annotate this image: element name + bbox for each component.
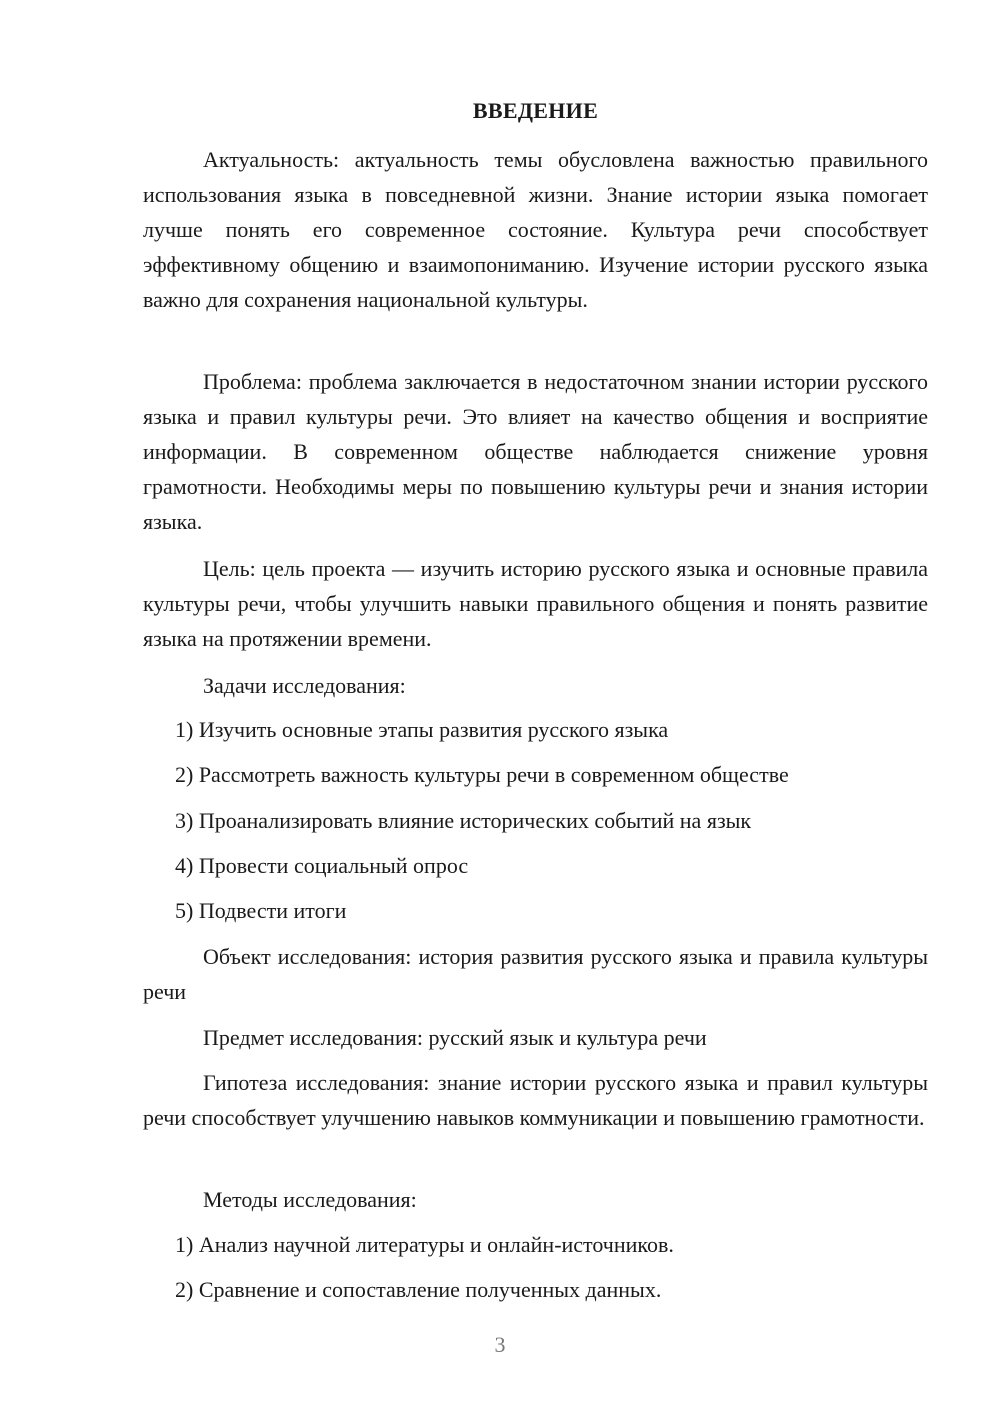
task-item: 4) Провести социальный опрос: [175, 853, 469, 878]
method-item: 2) Сравнение и сопоставление полученных данных.: [175, 1277, 662, 1302]
relevance-paragraph: Актуальность: актуальность темы обусловлена важностью правильного использования языка в повседневной жизни. Знание истории языка помогает лучше понять его современное состояние. Культура речи способствует эффективному общению и взаимопониманию. Изучение истории русского языка важно для сохранения национальной культуры.: [143, 147, 928, 312]
task-item: 1) Изучить основные этапы развития русского языка: [175, 717, 669, 742]
tasks-label: Задачи исследования:: [203, 673, 406, 698]
methods-label: Методы исследования:: [203, 1187, 417, 1212]
task-item: 2) Рассмотреть важность культуры речи в современном обществе: [175, 762, 789, 787]
task-item: 5) Подвести итоги: [175, 898, 347, 923]
section-heading: ВВЕДЕНИЕ: [472, 98, 599, 123]
task-item: 3) Проанализировать влияние исторических событий на язык: [175, 808, 752, 833]
subject-paragraph: Предмет исследования: русский язык и культура речи: [203, 1025, 707, 1050]
goal-paragraph: Цель: цель проекта — изучить историю русского языка и основные правила культуры речи, чтобы улучшить навыки правильного общения и понять развитие языка на протяжении времени.: [143, 556, 928, 651]
page-number: 3: [494, 1332, 506, 1357]
object-paragraph: Объект исследования: история развития русского языка и правила культуры речи: [143, 944, 928, 1004]
hypothesis-paragraph: Гипотеза исследования: знание истории русского языка и правил культуры речи способствует улучшению навыков коммуникации и повышению грамотности.: [143, 1070, 928, 1130]
method-item: 1) Анализ научной литературы и онлайн-источников.: [175, 1232, 674, 1257]
problem-paragraph: Проблема: проблема заключается в недостаточном знании истории русского языка и правил культуры речи. Это влияет на качество общения и восприятие информации. В современном обществе наблюдается снижение уровня грамотности. Необходимы меры по повышению культуры речи и знания истории языка.: [143, 369, 928, 534]
